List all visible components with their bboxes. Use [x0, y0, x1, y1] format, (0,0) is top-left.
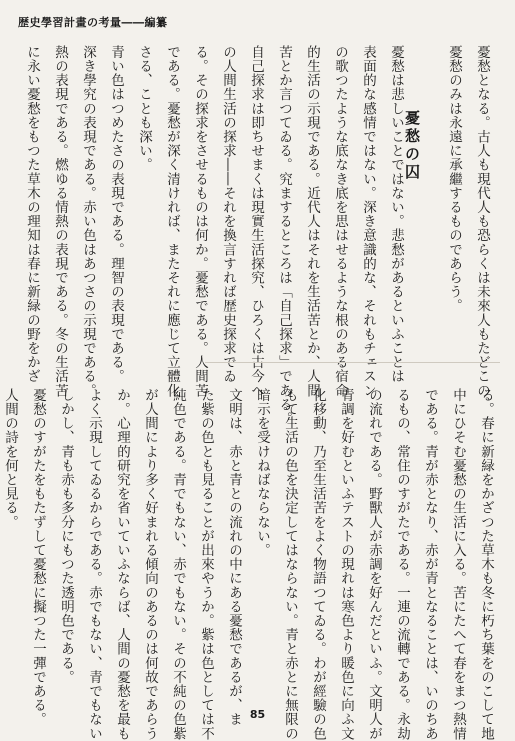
text-line: 青調を好むといふテストの現れは寒色より暖色に向ふ文	[338, 388, 354, 741]
text-line: よく示現してゐるからである。赤でもない、青でもない	[86, 388, 102, 741]
text-line: 人間の詩を何と見る。	[2, 388, 18, 529]
text-line: 青い色はつめたさの表現である。理智の表現である。	[108, 45, 124, 384]
text-line: 深き學究の表現である。赤い色はあつさの示現である。	[80, 45, 96, 398]
text-line: の流れである。野獸人が赤調を好んだといふ。文明人が	[366, 388, 382, 741]
text-line: 表面的な感情ではない。深き意識的な、それもチェスン	[360, 45, 376, 398]
text-line: か。心理的研究を省いていふならば、人間の憂愁を最も	[114, 388, 130, 741]
text-line: の人間生活の探求――それを換言すれば歴史探求でゐ	[220, 45, 236, 384]
top-right-text	[440, 45, 496, 398]
text-line: もて生活の色を決定してはならない。青と赤とに無限の	[282, 388, 298, 741]
text-line: る。その探求をさせるものは何か。憂愁である。人間苦	[192, 45, 208, 398]
text-line: に永い憂愁をもつた草木の理知は春に新緑の野をかざ	[24, 45, 40, 384]
section-divider	[205, 362, 500, 363]
text-line: 中にひそむ憂愁の生活に入る。苦にたへて春をまつ熱情	[450, 388, 466, 741]
text-line: が人間により多く好まれる傾向のあるのは何故であらう	[142, 388, 158, 741]
bottom-main-text	[0, 388, 500, 741]
running-header: 歴史學習計畫の考量――編纂	[18, 16, 168, 29]
text-line: 文明は、赤と青との流れの中にある憂愁であるが、ま	[226, 388, 242, 727]
top-main-text	[18, 45, 410, 426]
text-line: しかし、青も赤も多分にもつた透明色である。	[58, 388, 74, 685]
text-line: 自己探求は即ちせまくは現實生活探究、ひろくは古今へ	[248, 45, 264, 398]
text-line: 化移動、乃至生活苦をよく物語つてゐる。わが經驗の色	[310, 388, 326, 741]
text-line: 憂愁は悲しいことではない。悲愁があるといふことは	[388, 45, 404, 384]
text-line: である。青が赤となり、赤が青となることは、いのちあ	[422, 388, 438, 741]
text-line: るもの、常住のすがたである。一連の流轉である。永劫	[394, 388, 410, 741]
text-line: る。春に新緑をかざつた草木も冬に朽ち葉をのこして地	[478, 388, 494, 741]
text-line: た紫の色とも見ることが出來やうか。紫は色としては不	[198, 388, 214, 741]
text-line: 的生活の示現である。近代人はそれを生活苦とか、人間	[304, 45, 320, 398]
section-heading: 憂愁の囚	[403, 110, 421, 182]
text-line: である。憂愁が深く清ければ、またそれに應じて立體化	[164, 45, 180, 398]
text-line: 憂愁のみは永遠に承繼するものであらう。	[446, 45, 462, 313]
text-line: 苦とか言つてゐる。究まするところは「自己探求」である。	[276, 45, 292, 426]
text-line: 熱の表現である。燃ゆる情熱の表現である。冬の生活苦	[52, 45, 68, 398]
text-line: 純色である。青でもない、赤でもない。その不純の色紫	[170, 388, 186, 741]
page-number: 85	[249, 708, 266, 721]
text-line: さる、ことも深い。	[136, 45, 152, 172]
text-line: 憂愁となる。古人も現代人も恐らくは未來人もたどこの	[474, 45, 490, 398]
text-line: 憂愁のすがたをもたずして憂愁に擬つた一彈である。	[30, 388, 46, 727]
text-line: の歌つたような底なき底を思はせるような根のある宿命	[332, 45, 348, 398]
text-line: 暗示を受けねばならない。	[254, 388, 270, 558]
